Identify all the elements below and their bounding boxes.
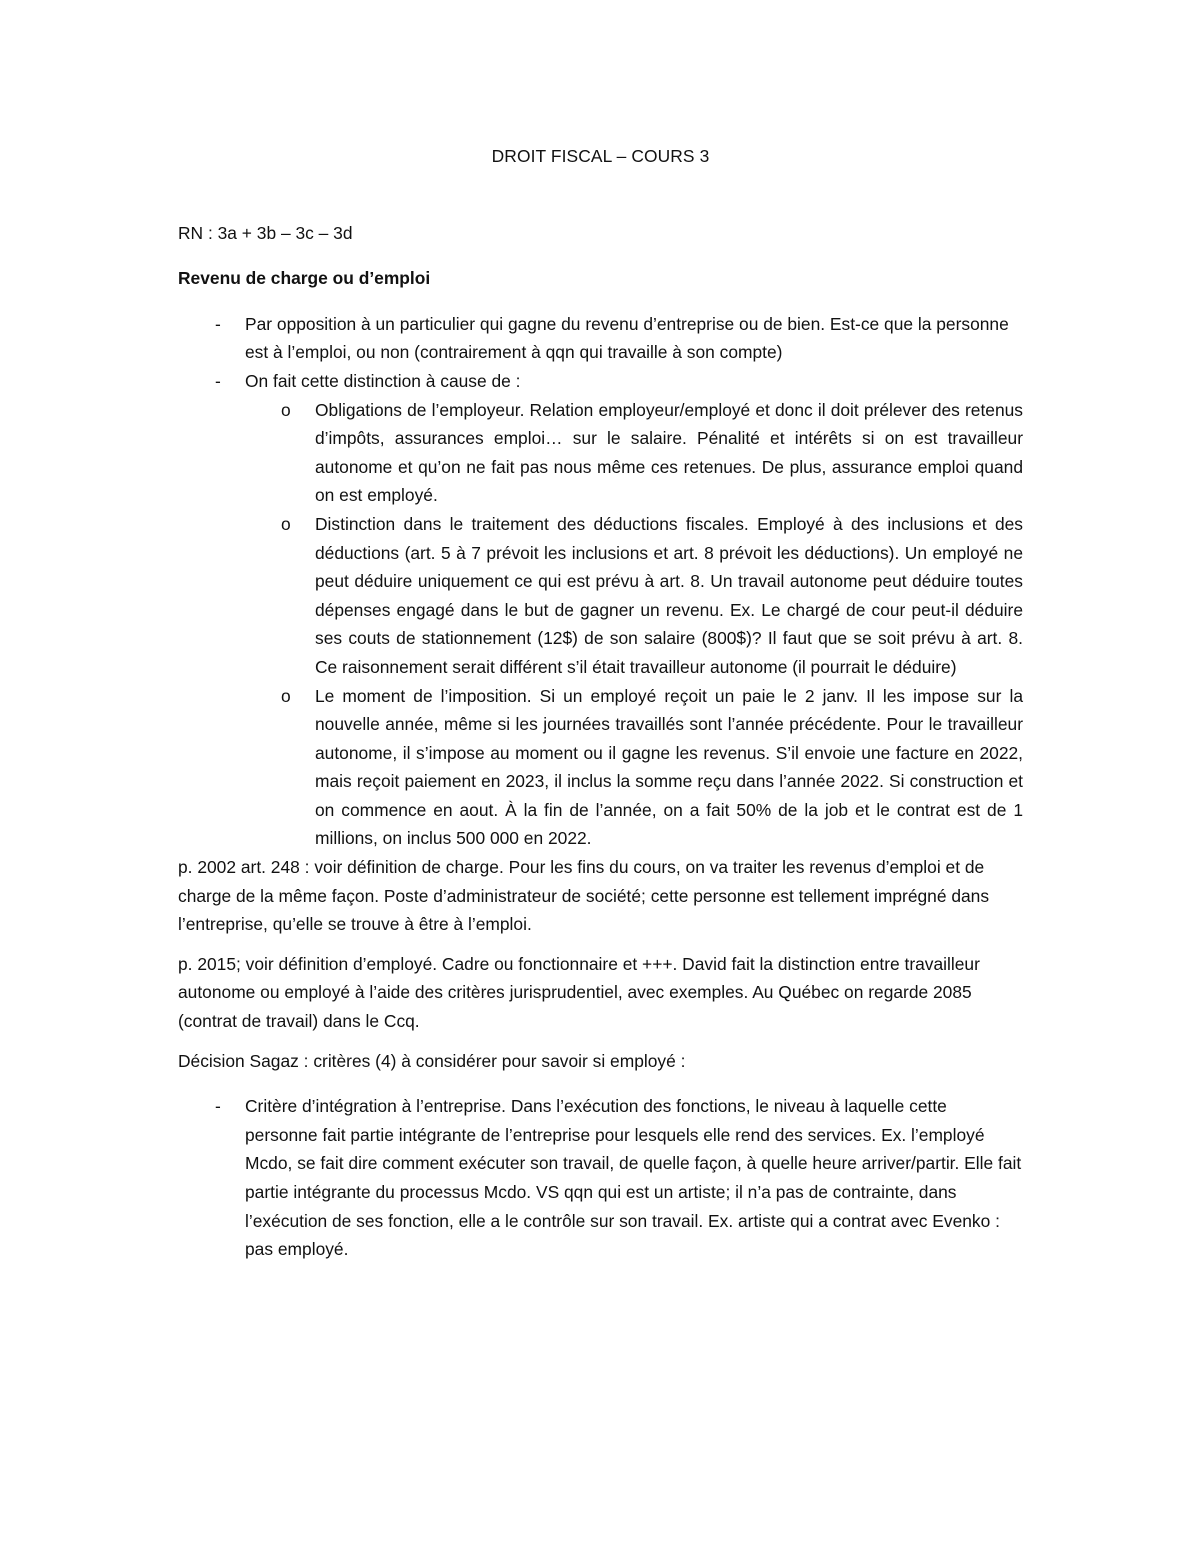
- sub-list-item-text: Le moment de l’imposition. Si un employé reçoit un paie le 2 janv. Il les impose sur la nouvelle année, même si les journées travaillés sont l’année précédente. Pour le travailleur autonome, il s’impose au moment ou il gagne les revenus. S’il envoie une facture en 2022, mais reçoit paiement en 2023, il inclus la somme reçu dans l’année 2022. Si construction et on commence en aout. À la fin de l’année, on a fait 50% de la job et le contrat est de 1 millions, on inclus 500 000 en 2022.: [315, 685, 1023, 849]
- sub-list-item: [245, 396, 1023, 510]
- sub-list-item-text: Distinction dans le traitement des déductions fiscales. Employé à des inclusions et des déductions (art. 5 à 7 prévoit les inclusions et art. 8 prévoit les déductions). Un employé ne peut déduire uniquement ce qui est prévu à art. 8. Un travail autonome peut déduire toutes dépenses engagé dans le but de gagner un revenu. Ex. Le chargé de cour peut-il déduire ses couts de stationnement (12$) de son salaire (800$)? Il faut que se soit prévu à art. 8. Ce raisonnement serait différent s’il était travailleur autonome (il pourrait le déduire): [315, 513, 1023, 677]
- o-bullet: o: [281, 399, 291, 420]
- document-title: DROIT FISCAL – COURS 3: [491, 146, 710, 166]
- dash-bullet: -: [215, 313, 221, 334]
- paragraph-sagaz-intro: Décision Sagaz : critères (4) à considérer pour savoir si employé :: [178, 1050, 686, 1071]
- o-bullet: o: [281, 685, 291, 706]
- sub-list-item: [245, 510, 1023, 682]
- list-item: [178, 310, 1023, 367]
- list-item: [178, 367, 1023, 853]
- o-bullet: o: [281, 513, 291, 534]
- paragraph-employe-definition: p. 2015; voir définition d’employé. Cadre ou fonctionnaire et +++. David fait la distinction entre travailleur autonome ou employé à l’aide des critères jurisprudentiel, avec exemples. Au Québec on regarde 2085 (contrat de travail) dans le Ccq.: [178, 953, 980, 1032]
- dash-bullet: -: [215, 1096, 221, 1117]
- list-item: [178, 1092, 1023, 1264]
- paragraph-charge-definition: p. 2002 art. 248 : voir définition de charge. Pour les fins du cours, on va traiter les revenus d’emploi et de charge de la même façon. Poste d’administrateur de société; cette personne est tellement imprégné dans l’entreprise, qu’elle se trouve à être à l’emploi.: [178, 857, 990, 935]
- dash-bullet: -: [215, 370, 221, 391]
- list-item-text: Par opposition à un particulier qui gagne du revenu d’entreprise ou de bien. Est-ce que la personne est à l’emploi, ou non (contrairement à qqn qui travaille à son compte): [245, 313, 1009, 363]
- dash-list-2: [178, 1092, 1023, 1264]
- formula-line: RN : 3a + 3b – 3c – 3d: [178, 222, 353, 243]
- document-body: [178, 142, 1023, 1264]
- sub-list-item-text: Obligations de l’employeur. Relation employeur/employé et donc il doit prélever des retenus d’impôts, assurances emploi… sur le salaire. Pénalité et intérêts si on est travailleur autonome et qu’on ne fait pas nous même ces retenues. De plus, assurance emploi quand on est employé.: [315, 399, 1023, 506]
- section-heading: Revenu de charge ou d’emploi: [178, 268, 431, 289]
- list-item-text: Critère d’intégration à l’entreprise. Dans l’exécution des fonctions, le niveau à laquelle cette personne fait partie intégrante de l’entreprise pour lesquels elle rend des services. Ex. l’employé Mcdo, se fait dire comment exécuter son travail, de quelle façon, à quelle heure arriver/partir. Elle fait partie intégrante du processus Mcdo. VS qqn qui est un artiste; il n’a pas de contrainte, dans l’exécution de ses fonction, elle a le contrôle sur son travail. Ex. artiste qui a contrat avec Evenko : pas employé.: [245, 1096, 1022, 1260]
- dash-list-1: [178, 310, 1023, 853]
- list-item-text: On fait cette distinction à cause de :: [245, 370, 521, 391]
- sub-list-item: [245, 682, 1023, 854]
- sub-list: [245, 396, 1023, 854]
